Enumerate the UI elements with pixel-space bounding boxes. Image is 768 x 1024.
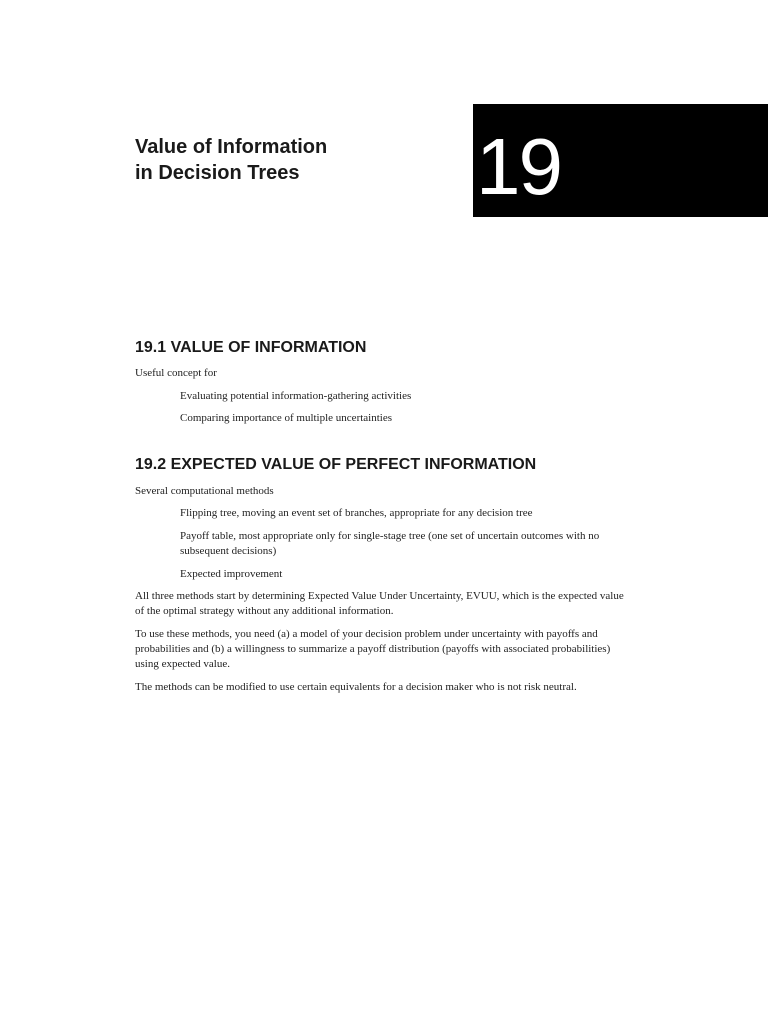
list-item: Payoff table, most appropriate only for single-stage tree (one set of uncertain outcomes with no subsequent decisions) [180,530,600,557]
chapter-title [135,134,327,186]
section-intro: Useful concept for [135,367,217,379]
section-heading-19-2: 19.2 EXPECTED VALUE OF PERFECT INFORMATION [135,456,537,473]
paragraph: All three methods start by determining Expected Value Under Uncertainty, EVUU, which is the expected value of the optimal strategy without any additional information. [135,590,624,617]
chapter-title-line-1: Value of Information [135,136,328,158]
list-item: Flipping tree, moving an event set of branches, appropriate for any decision tree [180,507,533,519]
list-item: Comparing importance of multiple uncertainties [180,412,392,424]
list-item: Expected improvement [180,568,283,580]
paragraph: The methods can be modified to use certain equivalents for a decision maker who is not risk neutral. [135,681,577,693]
chapter-number: 19 [476,122,561,211]
section-heading-19-1: 19.1 VALUE OF INFORMATION [135,339,367,356]
list-item: Evaluating potential information-gathering activities [180,390,412,402]
paragraph: To use these methods, you need (a) a model of your decision problem under uncertainty with payoffs and probabilities and (b) a willingness to summarize a payoff distribution (payoffs with associated probabilities) using expected value. [135,628,611,670]
chapter-title-line-2: in Decision Trees [135,162,300,184]
section-intro: Several computational methods [135,485,274,497]
